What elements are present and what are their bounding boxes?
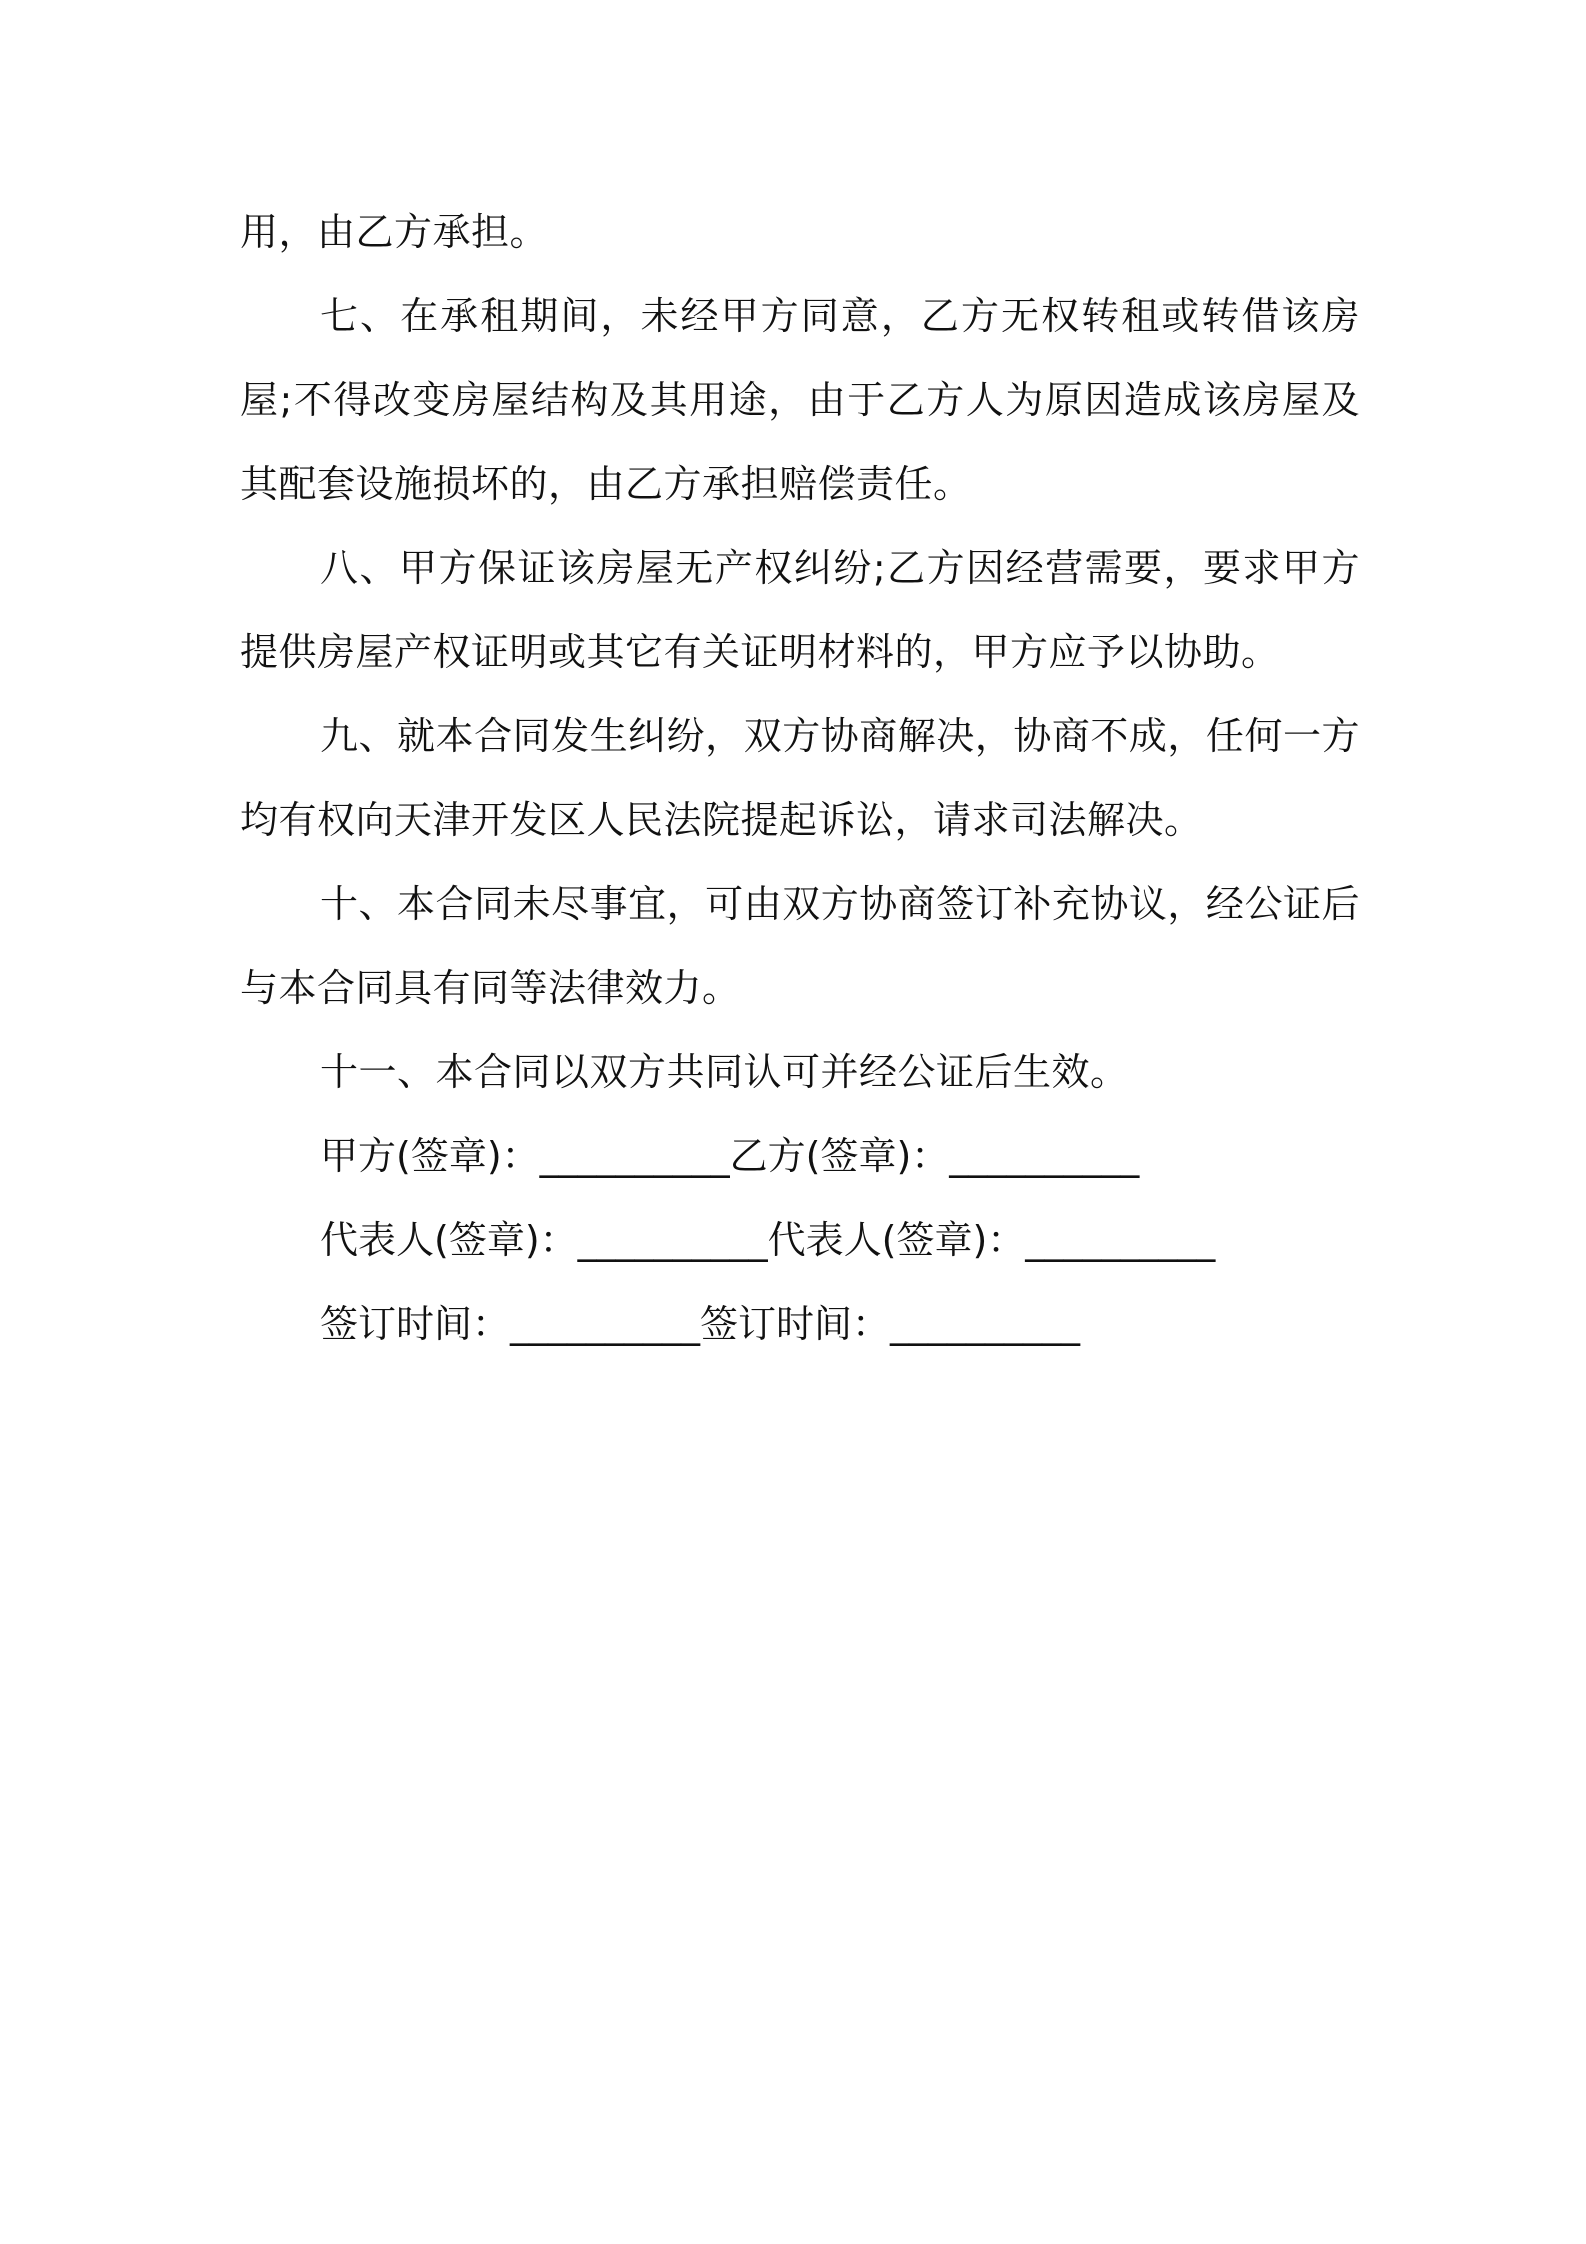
signature-row-representative <box>320 1198 1360 1282</box>
clause-10: 十、本合同未尽事宜，可由双方协商签订补充协议，经公证后与本合同具有同等法律效力。 <box>240 882 1360 1010</box>
signature-row-seal <box>320 1114 1360 1198</box>
paragraph-continuation: 用，由乙方承担。 <box>240 210 549 254</box>
clause-11: 十一、本合同以双方共同认可并经公证后生效。 <box>320 1050 1129 1094</box>
party-b-representative-field: 代表人(签章)：__________ <box>767 1218 1216 1262</box>
clause-9: 九、就本合同发生纠纷，双方协商解决，协商不成，任何一方均有权向天津开发区人民法院提起诉讼，请求司法解决。 <box>240 714 1360 842</box>
party-b-seal-field: 乙方(签章)：__________ <box>729 1134 1140 1178</box>
party-a-date-field: 签订时间：__________ <box>320 1302 701 1346</box>
clause-7: 七、在承租期间，未经甲方同意，乙方无权转租或转借该房屋;不得改变房屋结构及其用途，由于乙方人为原因造成该房屋及其配套设施损坏的，由乙方承担赔偿责任。 <box>240 294 1360 506</box>
party-b-date-field: 签订时间：__________ <box>700 1302 1081 1346</box>
clause-8: 八、甲方保证该房屋无产权纠纷;乙方因经营需要，要求甲方提供房屋产权证明或其它有关证明材料的，甲方应予以协助。 <box>240 546 1360 674</box>
party-a-seal-field: 甲方(签章)：__________ <box>320 1134 730 1178</box>
document-body <box>240 190 1360 1366</box>
signature-row-date <box>320 1282 1360 1366</box>
party-a-representative-field: 代表人(签章)：__________ <box>320 1218 768 1262</box>
